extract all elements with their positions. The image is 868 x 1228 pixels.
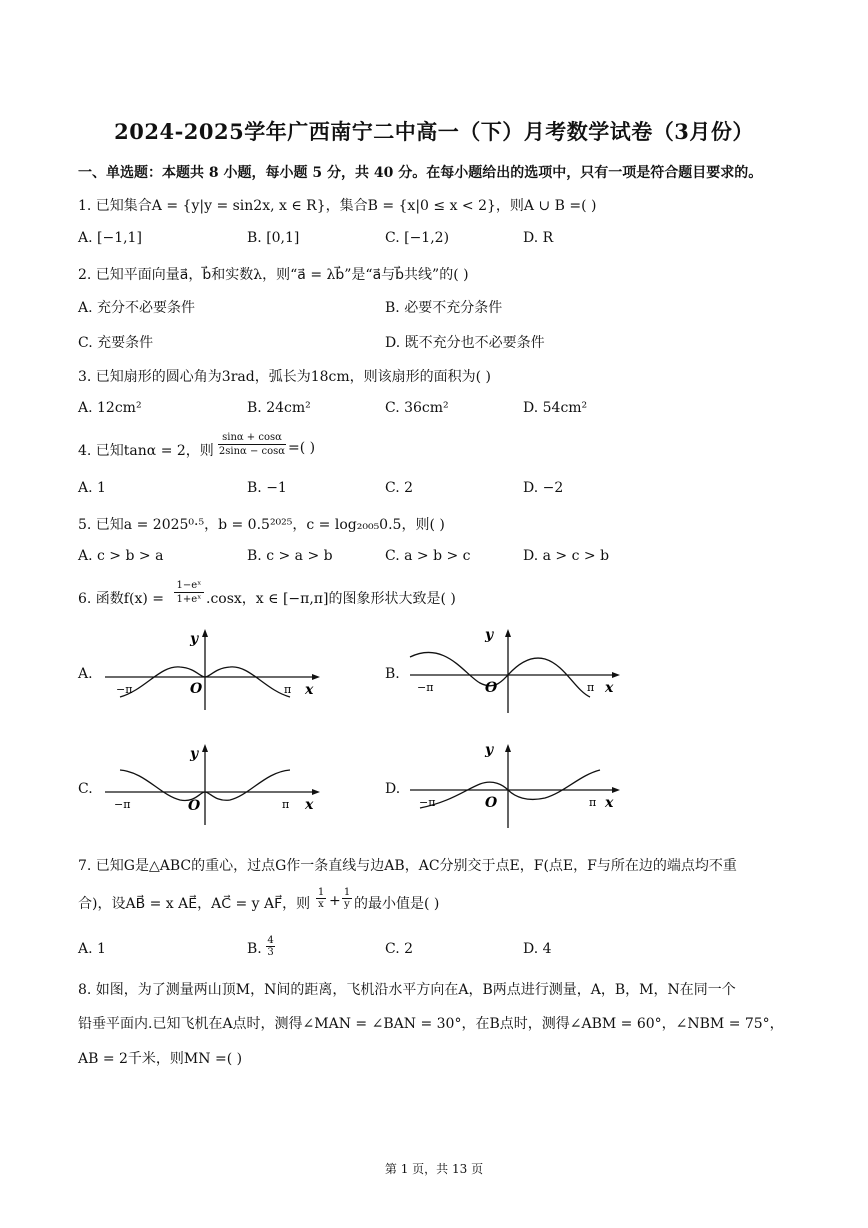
graph-a-origin: O — [190, 681, 203, 697]
graph-b-neg-pi: −π — [417, 681, 434, 694]
q7-option-a[interactable]: A. 1 — [78, 941, 106, 957]
q5-option-a[interactable]: A. c > b > a — [78, 548, 164, 564]
q4-option-a[interactable]: A. 1 — [78, 480, 106, 496]
q3-option-b[interactable]: B. 24cm² — [247, 400, 311, 416]
q7-frac2-num: 1 — [343, 887, 351, 898]
q7-option-b-fraction — [266, 935, 275, 958]
graph-d-x-label: x — [605, 795, 614, 811]
graph-a-neg-pi: −π — [116, 683, 133, 696]
page-title: 2024-2025学年广西南宁二中高一（下）月考数学试卷（3月份） — [114, 119, 754, 144]
q3-option-a[interactable]: A. 12cm² — [78, 400, 142, 416]
question-6-stem-pre: 6. 函数f(x) = — [78, 591, 164, 607]
graph-c-origin: O — [188, 798, 201, 814]
q1-option-b[interactable]: B. [0,1] — [247, 230, 300, 246]
q4-option-c[interactable]: C. 2 — [385, 480, 414, 496]
q6-option-d[interactable]: D. — [385, 781, 401, 797]
q1-option-a[interactable]: A. [−1,1] — [78, 230, 142, 246]
question-2-stem: 2. 已知平面向量a⃗，b⃗和实数λ，则“a⃗ = λb⃗”是“a⃗与b⃗共线”的( ) — [78, 267, 469, 283]
q4-fraction — [218, 432, 286, 457]
question-7-line2-pre: 合)，设AB⃗ = x AE⃗，AC⃗ = y AF⃗，则 — [78, 896, 311, 912]
graph-a-y-label: y — [190, 631, 199, 647]
q7-option-d[interactable]: D. 4 — [523, 941, 552, 957]
graph-c-pi: π — [282, 798, 290, 811]
q2-option-a[interactable]: A. 充分不必要条件 — [78, 300, 196, 316]
graph-a-x-label: x — [305, 682, 314, 698]
q6-option-a[interactable]: A. — [78, 666, 93, 682]
question-3-stem: 3. 已知扇形的圆心角为3rad，弧长为18cm，则该扇形的面积为( ) — [78, 369, 492, 385]
q4-option-b[interactable]: B. −1 — [247, 480, 287, 496]
graph-b-y-label: y — [485, 627, 494, 643]
q6-fraction-denominator: 1+eˣ — [176, 594, 202, 605]
question-4-stem-pre: 4. 已知tanα = 2，则 — [78, 443, 214, 459]
question-8-line1: 8. 如图，为了测量两山顶M，N间的距离，飞机沿水平方向在A，B两点进行测量，A，B，M，N在同一个 — [78, 982, 736, 998]
section-heading: 一、单选题：本题共 8 小题，每小题 5 分，共 40 分。在每小题给出的选项中，只有一项是符合题目要求的。 — [78, 165, 763, 181]
graph-d — [405, 740, 635, 830]
graph-d-y-label: y — [485, 742, 494, 758]
q2-option-d[interactable]: D. 既不充分也不必要条件 — [385, 335, 545, 351]
question-7-line1: 7. 已知G是△ABC的重心，过点G作一条直线与边AB，AC分别交于点E，F(点E，F与所在边的端点均不重 — [78, 858, 737, 874]
q6-option-b[interactable]: B. — [385, 666, 400, 682]
q6-option-c[interactable]: C. — [78, 781, 93, 797]
graph-b — [405, 625, 635, 715]
graph-b-origin: O — [485, 680, 498, 696]
q4-fraction-denominator: 2sinα − cosα — [218, 446, 286, 457]
q6-fraction-numerator: 1−eˣ — [174, 580, 204, 593]
q7-fraction-2 — [342, 887, 352, 910]
q4-option-d[interactable]: D. −2 — [523, 480, 564, 496]
q4-fraction-numerator: sinα + cosα — [218, 432, 286, 445]
q2-option-b[interactable]: B. 必要不充分条件 — [385, 300, 503, 316]
q3-option-c[interactable]: C. 36cm² — [385, 400, 449, 416]
question-8-line2: 铅垂平面内.已知飞机在A点时，测得∠MAN = ∠BAN = 30°，在B点时，测得∠ABM = 60°，∠NBM = 75°， — [78, 1016, 784, 1032]
q7-b-num: 4 — [267, 935, 274, 946]
graph-c-y-label: y — [190, 746, 199, 762]
question-4-stem-post: =( ) — [288, 440, 316, 456]
q7-plus: + — [329, 893, 341, 909]
q7-b-den: 3 — [267, 947, 274, 958]
graph-c — [100, 740, 330, 830]
q7-option-b[interactable]: B. — [247, 941, 262, 957]
q6-fraction — [174, 580, 204, 605]
q3-option-d[interactable]: D. 54cm² — [523, 400, 588, 416]
graph-d-neg-pi: −π — [419, 796, 436, 809]
graph-a-pi: π — [284, 683, 292, 696]
graph-b-pi: π — [587, 681, 595, 694]
q7-frac1-num: 1 — [317, 887, 325, 898]
question-7-line2-post: 的最小值是( ) — [354, 896, 440, 912]
q7-option-c[interactable]: C. 2 — [385, 941, 414, 957]
graph-b-x-label: x — [605, 680, 614, 696]
q7-frac1-den: x — [318, 899, 324, 910]
q7-fraction-1 — [316, 887, 326, 910]
q5-option-d[interactable]: D. a > c > b — [523, 548, 610, 564]
question-1-stem: 1. 已知集合A = {y|y = sin2x, x ∈ R}，集合B = {x|0 ≤ x < 2}，则A ∪ B =( ) — [78, 198, 597, 214]
q2-option-c[interactable]: C. 充要条件 — [78, 335, 154, 351]
graph-d-origin: O — [485, 795, 498, 811]
q5-option-b[interactable]: B. c > a > b — [247, 548, 333, 564]
q1-option-c[interactable]: C. [−1,2) — [385, 230, 450, 246]
graph-c-neg-pi: −π — [114, 798, 131, 811]
q1-option-d[interactable]: D. R — [523, 230, 554, 246]
page-footer: 第 1 页，共 13 页 — [384, 1162, 484, 1176]
q7-frac2-den: y — [344, 899, 350, 910]
question-8-line3: AB = 2千米，则MN =( ) — [78, 1051, 243, 1067]
q5-option-c[interactable]: C. a > b > c — [385, 548, 471, 564]
question-6-stem-post: .cosx，x ∈ [−π,π]的图象形状大致是( ) — [206, 591, 456, 607]
graph-c-x-label: x — [305, 797, 314, 813]
question-5-stem: 5. 已知a = 2025⁰·⁵，b = 0.5²⁰²⁵，c = log₂₀₀₅0.5，则( ) — [78, 517, 445, 533]
graph-d-pi: π — [589, 796, 597, 809]
graph-a — [100, 625, 330, 715]
